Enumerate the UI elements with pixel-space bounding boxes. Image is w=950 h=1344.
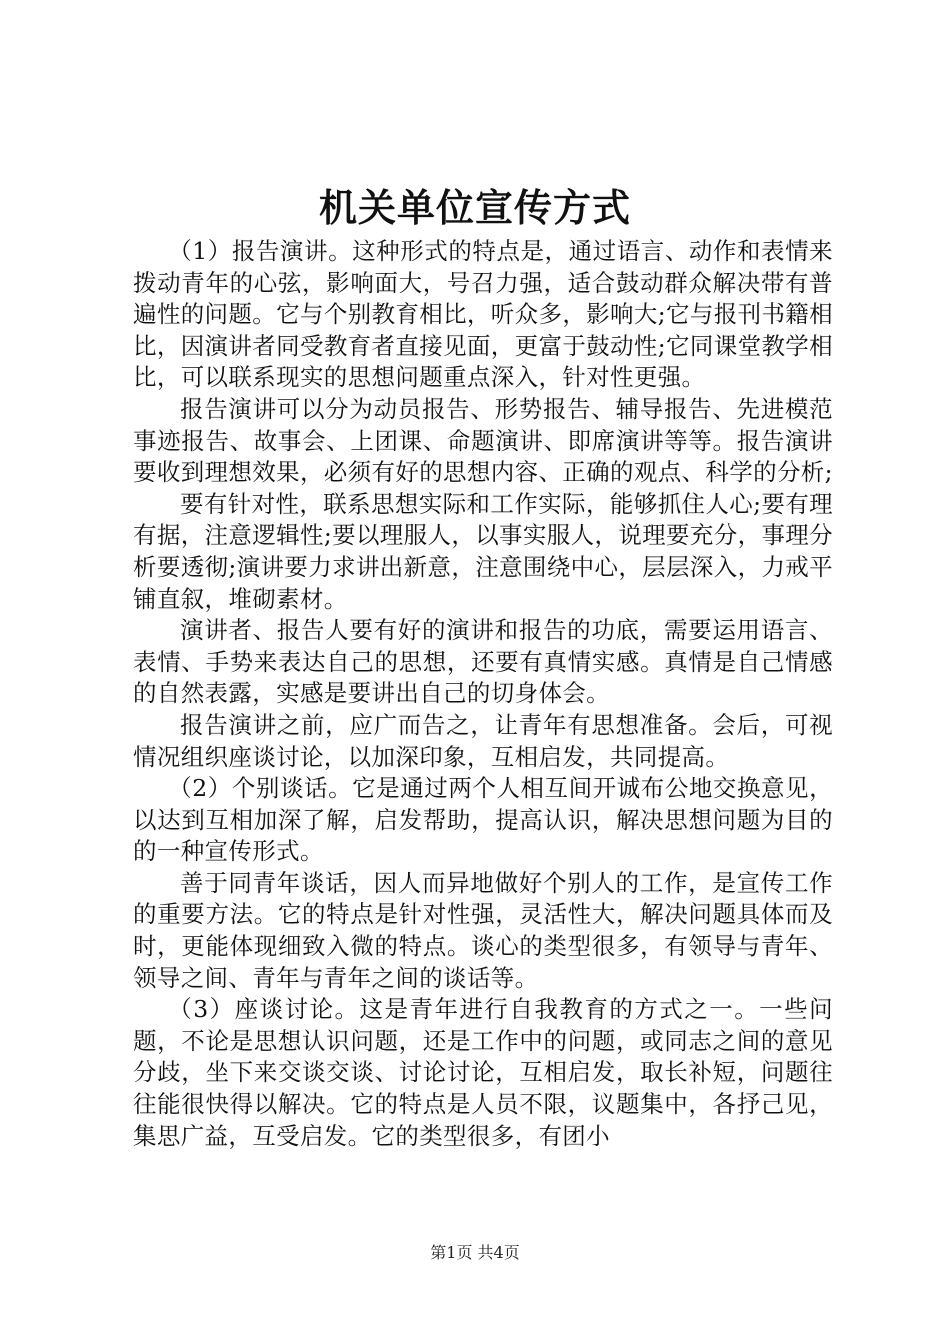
paragraph-4: 演讲者、报告人要有好的演讲和报告的功底，需要运用语言、表情、手势来表达自己的思想，还要有真情实感。真情是自己情感的自然表露，实感是要讲出自己的切身体会。: [133, 616, 833, 708]
paragraph-7: 善于同青年谈话，因人而异地做好个别人的工作，是宣传工作的重要方法。它的特点是针对性强，灵活性大，解决问题具体而及时，更能体现细致入微的特点。谈心的类型很多，有领导与青年、领导之间、青年与青年之间的谈话等。: [133, 868, 833, 992]
document-title: 机关单位宣传方式: [318, 185, 631, 230]
paragraph-3: 要有针对性，联系思想实际和工作实际，能够抓住人心;要有理有据，注意逻辑性;要以理服人，以事实服人，说理要充分，事理分析要透彻;演讲要力求讲出新意，注意围绕中心，层层深入，力戒平铺直叙，堆砌素材。: [133, 489, 833, 613]
paragraph-1: （1）报告演讲。这种形式的特点是，通过语言、动作和表情来拨动青年的心弦，影响面大，号召力强，适合鼓动群众解决带有普遍性的问题。它与个别教育相比，听众多，影响大;它与报刊书籍相比，因演讲者同受教育者直接见面，更富于鼓动性;它同课堂教学相比，可以联系现实的思想问题重点深入，针对性更强。: [133, 237, 833, 392]
page-footer: 第1页 共4页: [430, 1243, 520, 1262]
paragraph-8: （3）座谈讨论。这是青年进行自我教育的方式之一。一些问题，不论是思想认识问题，还是工作中的问题，或同志之间的意见分歧，坐下来交谈交谈、讨论讨论，互相启发，取长补短，问题往往能很快得以解决。它的特点是人员不限，议题集中，各抒己见，集思广益，互受启发。它的类型很多，有团小: [133, 995, 833, 1150]
paragraph-6: （2）个别谈话。它是通过两个人相互间开诚布公地交换意见，以达到互相加深了解，启发帮助，提高认识，解决思想问题为目的的一种宣传形式。: [133, 774, 833, 866]
document-body: [133, 236, 833, 1152]
paragraph-2: 报告演讲可以分为动员报告、形势报告、辅导报告、先进模范事迹报告、故事会、上团课、命题演讲、即席演讲等等。报告演讲要收到理想效果，必须有好的思想内容、正确的观点、科学的分析;: [133, 394, 833, 487]
paragraph-5: 报告演讲之前，应广而告之，让青年有思想准备。会后，可视情况组织座谈讨论，以加深印象，互相启发，共同提高。: [133, 710, 833, 771]
